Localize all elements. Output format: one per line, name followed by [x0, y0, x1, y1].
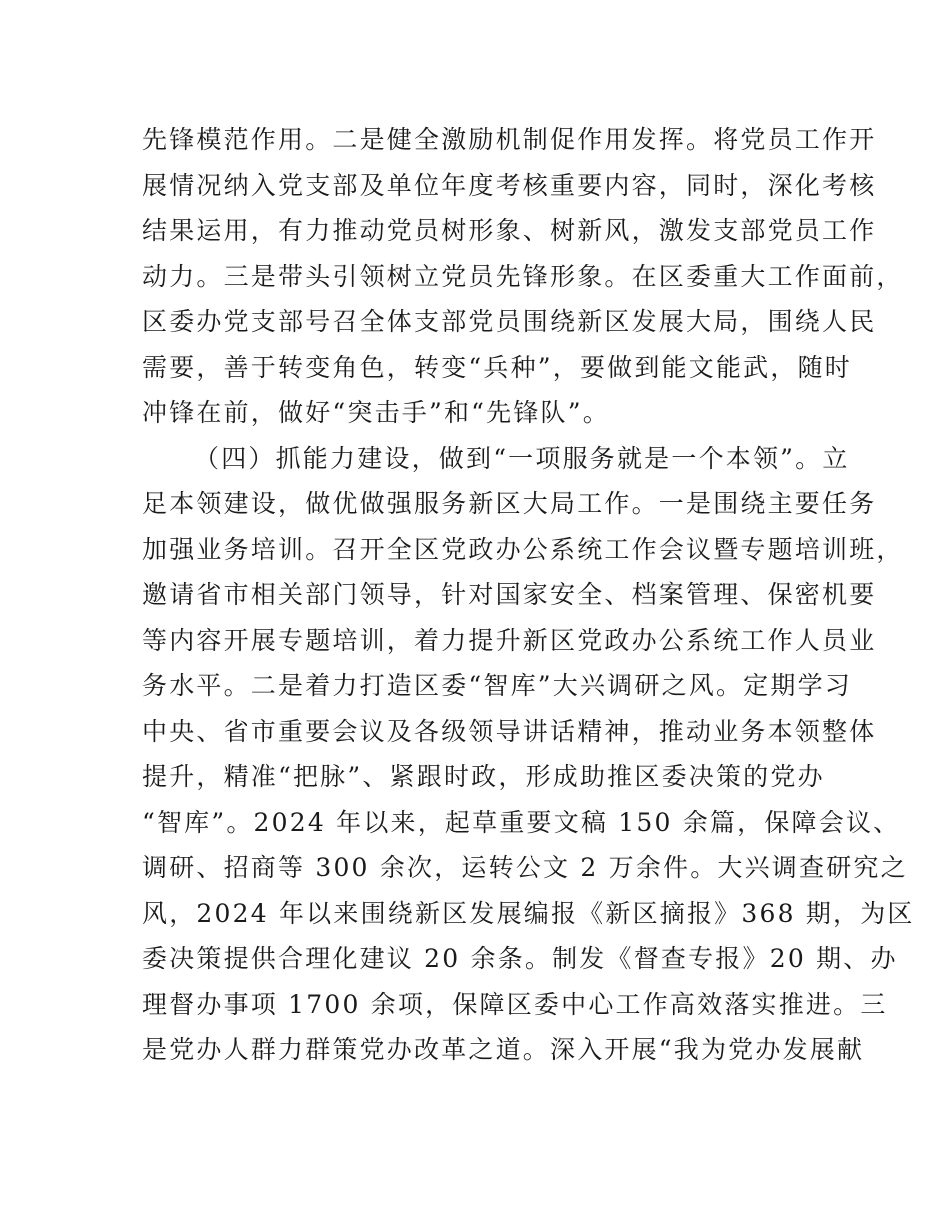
- text-line: 邀请省市相关部门领导，针对国家安全、档案管理、保密机要: [142, 580, 877, 609]
- paragraph-1: [142, 117, 904, 436]
- text-line: 先锋模范作用。二是健全激励机制促作用发挥。将党员工作开: [142, 125, 877, 154]
- document-body: [142, 117, 915, 1073]
- text-line: 是党办人群力群策党办改革之道。深入开展“我为党办发展献: [142, 1035, 865, 1064]
- text-line: 理督办事项 1700 余项，保障区委中心工作高效落实推进。三: [142, 989, 888, 1019]
- text-line: 展情况纳入党支部及单位年度考核重要内容，同时，深化考核: [142, 170, 877, 200]
- paragraph-2: [142, 436, 915, 1073]
- text-line: 调研、招商等 300 余次，运转公文 2 万余件。大兴调查研究之: [142, 853, 908, 882]
- text-line: 提升，精准“把脉”、紧跟时政，形成助推区委决策的党办: [142, 762, 825, 791]
- text-line: “智库”。2024 年以来，起草重要文稿 150 余篇，保障会议、: [142, 807, 901, 837]
- text-line: 足本领建设，做优做强服务新区大局工作。一是围绕主要任务: [142, 489, 877, 518]
- text-line: 等内容开展专题培训，着力提升新区党政办公系统工作人员业: [142, 625, 877, 655]
- text-line: 动力。三是带头引领树立党员先锋形象。在区委重大工作面前，: [142, 261, 904, 291]
- section-heading-line: （四）抓能力建设，做到“一项服务就是一个本领”。立: [194, 443, 850, 473]
- text-line: 委决策提供合理化建议 20 余条。制发《督查专报》20 期、办: [142, 944, 898, 973]
- text-line: 需要，善于转变角色，转变“兵种”，要做到能文能武，随时: [142, 352, 852, 382]
- text-line: 加强业务培训。召开全区党政办公系统工作会议暨专题培训班，: [142, 534, 904, 564]
- text-line: 风，2024 年以来围绕新区发展编报《新区摘报》368 期，为区: [142, 898, 915, 928]
- text-line: 区委办党支部号召全体支部党员围绕新区发展大局，围绕人民: [142, 307, 877, 336]
- text-line: 务水平。二是着力打造区委“智库”大兴调研之风。定期学习: [142, 671, 852, 700]
- text-line: 结果运用，有力推动党员树形象、树新风，激发支部党员工作: [142, 216, 877, 245]
- text-line: 冲锋在前，做好“突击手”和“先锋队”。: [142, 398, 610, 427]
- text-line: 中央、省市重要会议及各级领导讲话精神，推动业务本领整体: [142, 716, 877, 746]
